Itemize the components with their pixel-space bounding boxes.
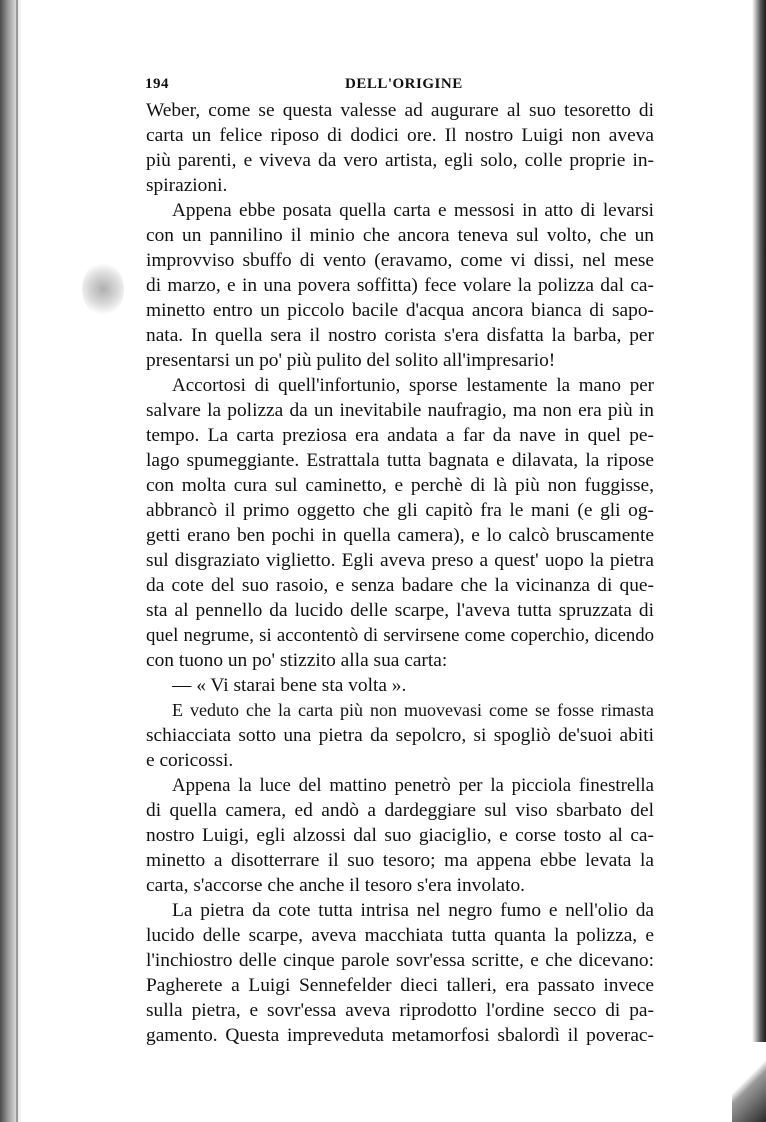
text-line: più parenti, e viveva da vero artista, egli solo, colle proprie in- — [146, 150, 654, 171]
text-line: Accortosi di quell'infortunio, sporse lestamente la mano per — [172, 375, 654, 396]
text-line: E veduto che la carta più non muovevasi come se fosse rimasta — [172, 700, 654, 720]
text-line: con un pannilino il minio che ancora teneva sul volto, che un — [146, 225, 654, 246]
text-line: carta un felice riposo di dodici ore. Il nostro Luigi non aveva — [146, 125, 654, 146]
text-line: di marzo, e in una povera soffitta) fece volare la polizza dal ca- — [146, 275, 654, 296]
text-line: La pietra da cote tutta intrisa nel negro fumo e nell'olio da — [172, 900, 654, 921]
text-line: da cote del suo rasoio, e senza badare che la vicinanza di que- — [146, 575, 654, 596]
text-line: lucido delle scarpe, aveva macchiata tutta quanta la polizza, e — [146, 925, 654, 946]
text-line: sulla pietra, e sovr'essa aveva riprodotto l'ordine secco di pa- — [146, 1000, 654, 1021]
text-line: nata. In quella sera il nostro corista s'era disfatta la barba, per — [146, 325, 654, 346]
text-line: gamento. Questa impreveduta metamorfosi sbalordì il poverac- — [146, 1025, 654, 1046]
text-line: abbrancò il primo oggetto che gli capitò fra le mani (e gli og- — [146, 500, 654, 521]
text-line: Appena la luce del mattino penetrò per la picciola finestrella — [172, 775, 654, 796]
text-line: lago spumeggiante. Estrattala tutta bagnata e dilavata, la ripose — [146, 450, 654, 471]
text-line: carta, s'accorse che anche il tesoro s'era involato. — [146, 875, 525, 896]
text-line: sta al pennello da lucido delle scarpe, l'aveva tutta spruzzata di — [146, 600, 654, 621]
text-line: spirazioni. — [146, 175, 228, 196]
binding-shadow-right — [752, 0, 766, 1122]
page-header — [145, 76, 655, 96]
binding-edge-line — [16, 0, 18, 1122]
text-line: tempo. La carta preziosa era andata a far da nave in quel pe- — [146, 425, 654, 446]
text-line: salvare la polizza da un inevitabile naufragio, ma non era più in — [146, 400, 654, 421]
text-line: getti erano ben pochi in quella camera), e lo calcò bruscamente — [146, 525, 654, 546]
text-line: nostro Luigi, egli alzossi dal suo giaciglio, e corse tosto al ca- — [146, 825, 654, 846]
text-line: minetto a disotterrare il suo tesoro; ma appena ebbe levata la — [146, 850, 654, 871]
paper-stain — [82, 262, 124, 316]
text-line: con molta cura sul caminetto, e perchè di là più non fuggisse, — [146, 475, 654, 496]
page-number: 194 — [145, 76, 169, 92]
text-line: minetto entro un piccolo bacile d'acqua ancora bianca di sapo- — [146, 300, 654, 321]
text-line: — « Vi starai bene sta volta ». — [172, 675, 407, 696]
text-line: l'inchiostro delle cinque parole sovr'essa scritte, e che dicevano: — [146, 950, 654, 971]
text-line: presentarsi un po' più pulito del solito all'impresario! — [146, 350, 556, 371]
text-line: quel negrume, si accontentò di servirsene come coperchio, dicendo — [146, 625, 654, 646]
text-line: con tuono un po' stizzito alla sua carta: — [146, 650, 448, 671]
page-curl-corner — [732, 1042, 766, 1122]
text-line: schiacciata sotto una pietra da sepolcro, si spogliò de'suoi abiti — [146, 725, 654, 746]
running-head: DELL'ORIGINE — [345, 76, 463, 92]
text-line: Appena ebbe posata quella carta e messosi in atto di levarsi — [172, 200, 654, 221]
body-text — [146, 98, 654, 1048]
text-line: e coricossi. — [146, 750, 234, 771]
text-line: Weber, come se questa valesse ad augurare al suo tesoretto di — [146, 100, 654, 121]
binding-shadow-left — [0, 0, 22, 1122]
text-line: di quella camera, ed andò a dardeggiare sul viso sbarbato del — [146, 800, 654, 821]
text-line: sul disgraziato viglietto. Egli aveva preso a quest' uopo la pietra — [146, 550, 654, 571]
text-line: improvviso sbuffo di vento (eravamo, come vi dissi, nel mese — [146, 250, 654, 271]
text-line: Pagherete a Luigi Sennefelder dieci talleri, era passato invece — [146, 975, 654, 996]
